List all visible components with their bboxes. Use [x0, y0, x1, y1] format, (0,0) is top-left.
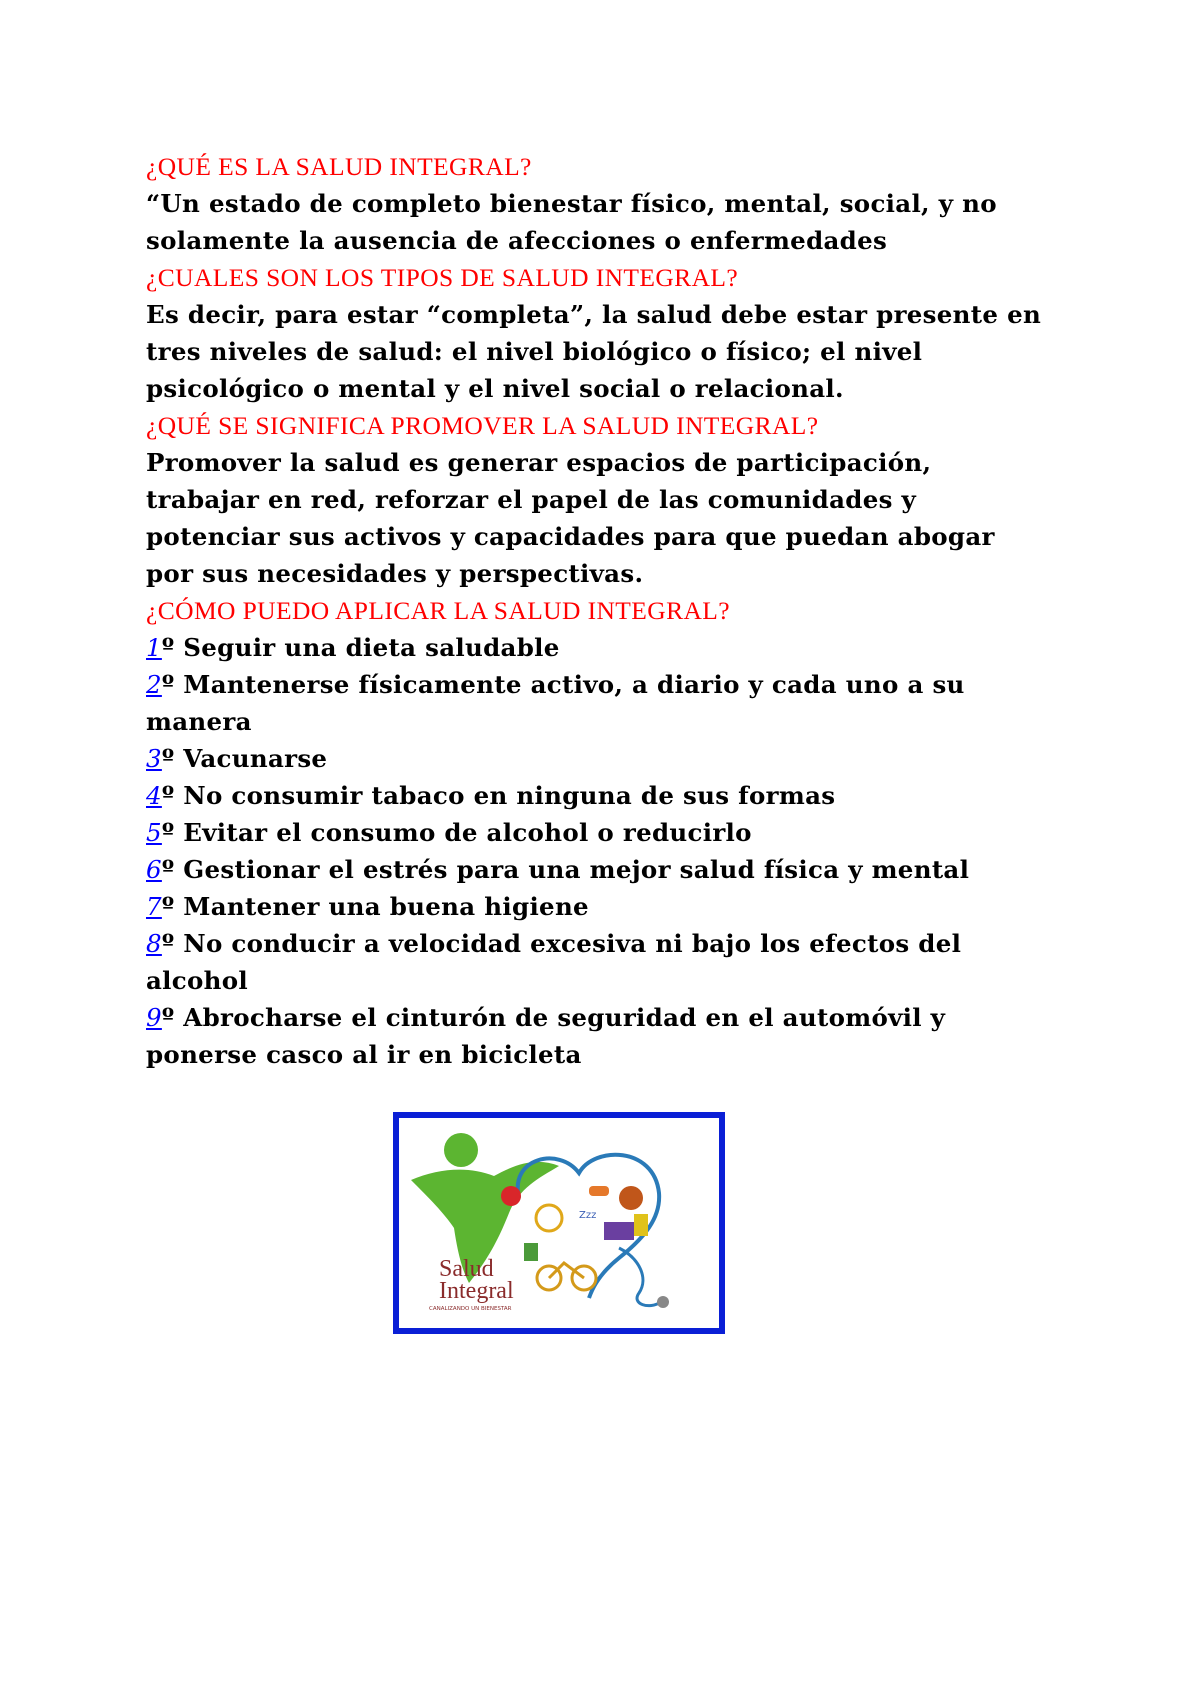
step-text: º Seguir una dieta saludable [161, 633, 560, 662]
figure-head-icon [444, 1133, 478, 1167]
logo-illustration [399, 1118, 719, 1328]
list-item [146, 888, 1046, 925]
step-number-link[interactable]: 7 [146, 892, 162, 921]
heading-que-es: ¿QUÉ ES LA SALUD INTEGRAL? [146, 152, 532, 181]
list-item [146, 814, 1046, 851]
list-item [146, 777, 1046, 814]
step-number-link[interactable]: 3 [146, 744, 162, 773]
step-number-link[interactable]: 6 [146, 855, 162, 884]
step-text: º Vacunarse [161, 744, 328, 773]
list-item [146, 666, 1046, 740]
books-icon [604, 1222, 634, 1240]
list-item [146, 740, 1046, 777]
logo-tagline: CANALIZANDO UN BIENESTAR [429, 1306, 512, 1312]
salud-integral-logo [393, 1112, 725, 1334]
trophy-icon [634, 1214, 648, 1236]
step-text: º Mantener una buena higiene [161, 892, 589, 921]
list-item [146, 851, 1046, 888]
step-text: º No consumir tabaco en ninguna de sus formas [161, 781, 836, 810]
document-body [146, 148, 1046, 1073]
heading-como-aplicar: ¿CÓMO PUEDO APLICAR LA SALUD INTEGRAL? [146, 596, 730, 625]
logo-text-salud: Salud [439, 1256, 494, 1282]
step-number-link[interactable]: 5 [146, 818, 162, 847]
step-text: º Abrocharse el cinturón de seguridad en el automóvil y ponerse casco al ir en bicicleta [146, 1003, 946, 1069]
paragraph-definicion: “Un estado de completo bienestar físico, mental, social, y no solamente la ausencia de afecciones o enfermedades [146, 189, 997, 255]
step-number-link[interactable]: 1 [146, 633, 162, 662]
step-number-link[interactable]: 9 [146, 1003, 162, 1032]
bicycle-frame-icon [549, 1263, 584, 1278]
list-item [146, 999, 1046, 1073]
stethoscope-icon [619, 1248, 661, 1306]
sleep-icon: Zzz [579, 1210, 597, 1221]
carrot-icon [589, 1186, 609, 1196]
step-number-link[interactable]: 4 [146, 781, 162, 810]
list-item [146, 925, 1046, 999]
paragraph-promover: Promover la salud es generar espacios de participación, trabajar en red, reforzar el papel de las comunidades y potenciar sus activos y capacidades para que puedan abogar por sus necesidades y perspectivas. [146, 448, 995, 588]
step-text: º Mantenerse físicamente activo, a diario y cada uno a su manera [146, 670, 965, 736]
clock-icon [536, 1205, 562, 1231]
ball-icon [619, 1186, 643, 1210]
step-text: º Gestionar el estrés para una mejor salud física y mental [161, 855, 970, 884]
stethoscope-head-icon [657, 1296, 669, 1308]
step-number-link[interactable]: 2 [146, 670, 162, 699]
paragraph-tipos: Es decir, para estar “completa”, la salud debe estar presente en tres niveles de salud: el nivel biológico o físico; el nivel psicológico o mental y el nivel social o relacional. [146, 300, 1042, 403]
heading-promover: ¿QUÉ SE SIGNIFICA PROMOVER LA SALUD INTEGRAL? [146, 411, 819, 440]
step-text: º Evitar el consumo de alcohol o reducirlo [161, 818, 752, 847]
heading-tipos: ¿CUALES SON LOS TIPOS DE SALUD INTEGRAL? [146, 263, 739, 292]
vegetable-icon [524, 1243, 538, 1261]
step-number-link[interactable]: 8 [146, 929, 162, 958]
apple-icon [501, 1186, 521, 1206]
logo-text-integral: Integral [439, 1278, 514, 1304]
list-item [146, 629, 1046, 666]
step-text: º No conducir a velocidad excesiva ni bajo los efectos del alcohol [146, 929, 962, 995]
